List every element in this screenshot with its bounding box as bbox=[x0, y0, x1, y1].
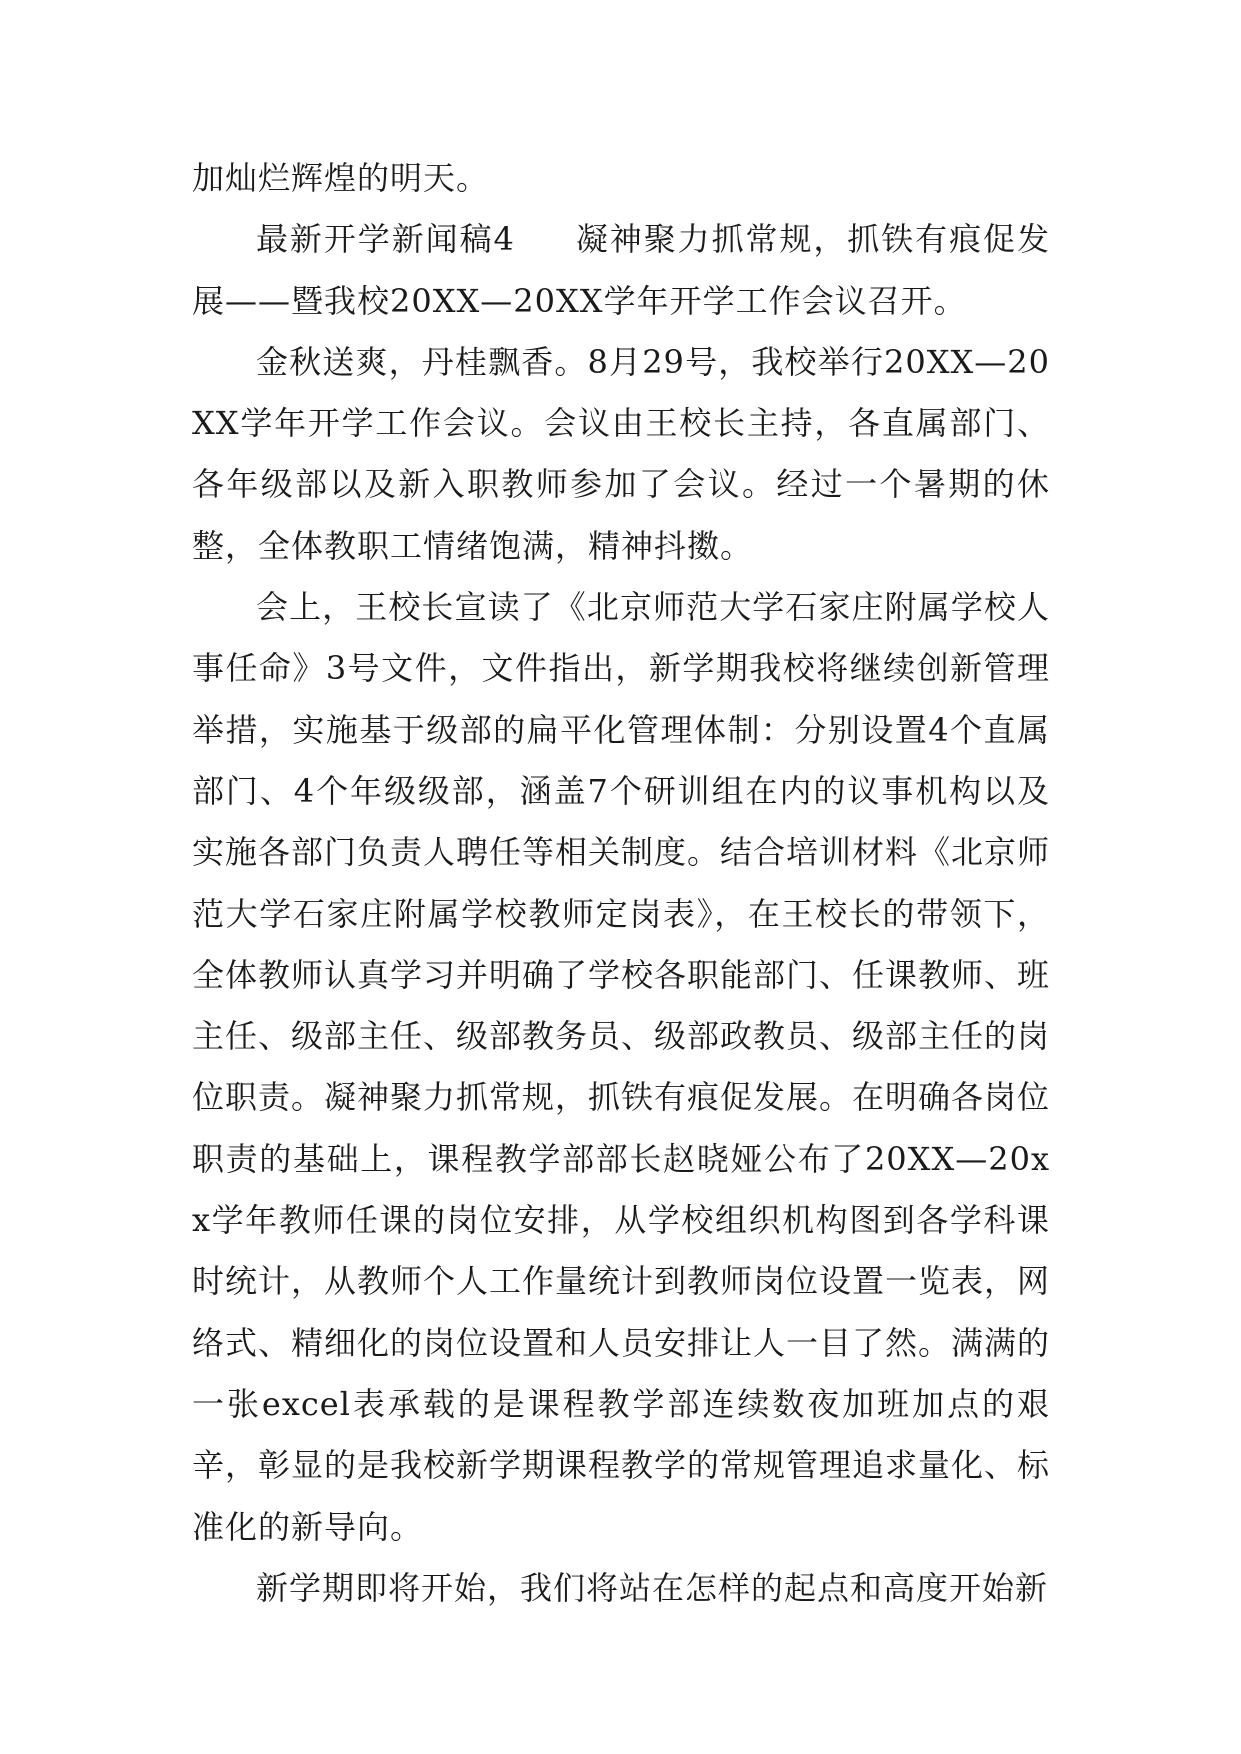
paragraph-continuation: 加灿烂辉煌的明天。 bbox=[192, 159, 490, 197]
paragraph-news-title bbox=[192, 209, 1050, 332]
paragraph-meeting-intro: 金秋送爽，丹桂飘香。8月29号，我校举行20XX—20XX学年开学工作会议。会议由王校长主持，各直属部门、各年级部以及新入职教师参加了会议。经过一个暑期的休整，全体教职工情绪饱满，精神抖擞。 bbox=[192, 342, 1050, 565]
news-headline: 凝神聚力抓常规，抓铁有痕促发展——暨我校20XX—20XX学年开学工作会议召开。 bbox=[192, 220, 1050, 320]
paragraph-meeting-details: 会上，王校长宣读了《北京师范大学石家庄附属学校人事任命》3号文件，文件指出，新学期我校将继续创新管理举措，实施基于级部的扁平化管理体制：分别设置4个直属部门、4个年级级部，涵盖7个研训组在内的议事机构以及实施各部门负责人聘任等相关制度。结合培训材料《北京师范大学石家庄附属学校教师定岗表》，在王校长的带领下，全体教师认真学习并明确了学校各职能部门、任课教师、班主任、级部主任、级部教务员、级部政教员、级部主任的岗位职责。凝神聚力抓常规，抓铁有痕促发展。在明确各岗位职责的基础上，课程教学部部长赵晓娅公布了20XX—20xx学年教师任课的岗位安排，从学校组织机构图到各学科课时统计，从教师个人工作量统计到教师岗位设置一览表，网络式、精细化的岗位设置和人员安排让人一目了然。满满的一张excel表承载的是课程教学部连续数夜加班加点的艰辛，彰显的是我校新学期课程教学的常规管理追求量化、标准化的新导向。 bbox=[192, 588, 1051, 1546]
document-body bbox=[192, 148, 1050, 1619]
paragraph-new-semester: 新学期即将开始，我们将站在怎样的起点和高度开始新 bbox=[256, 1568, 1049, 1607]
news-title-label: 最新开学新闻稿4 bbox=[256, 220, 515, 259]
